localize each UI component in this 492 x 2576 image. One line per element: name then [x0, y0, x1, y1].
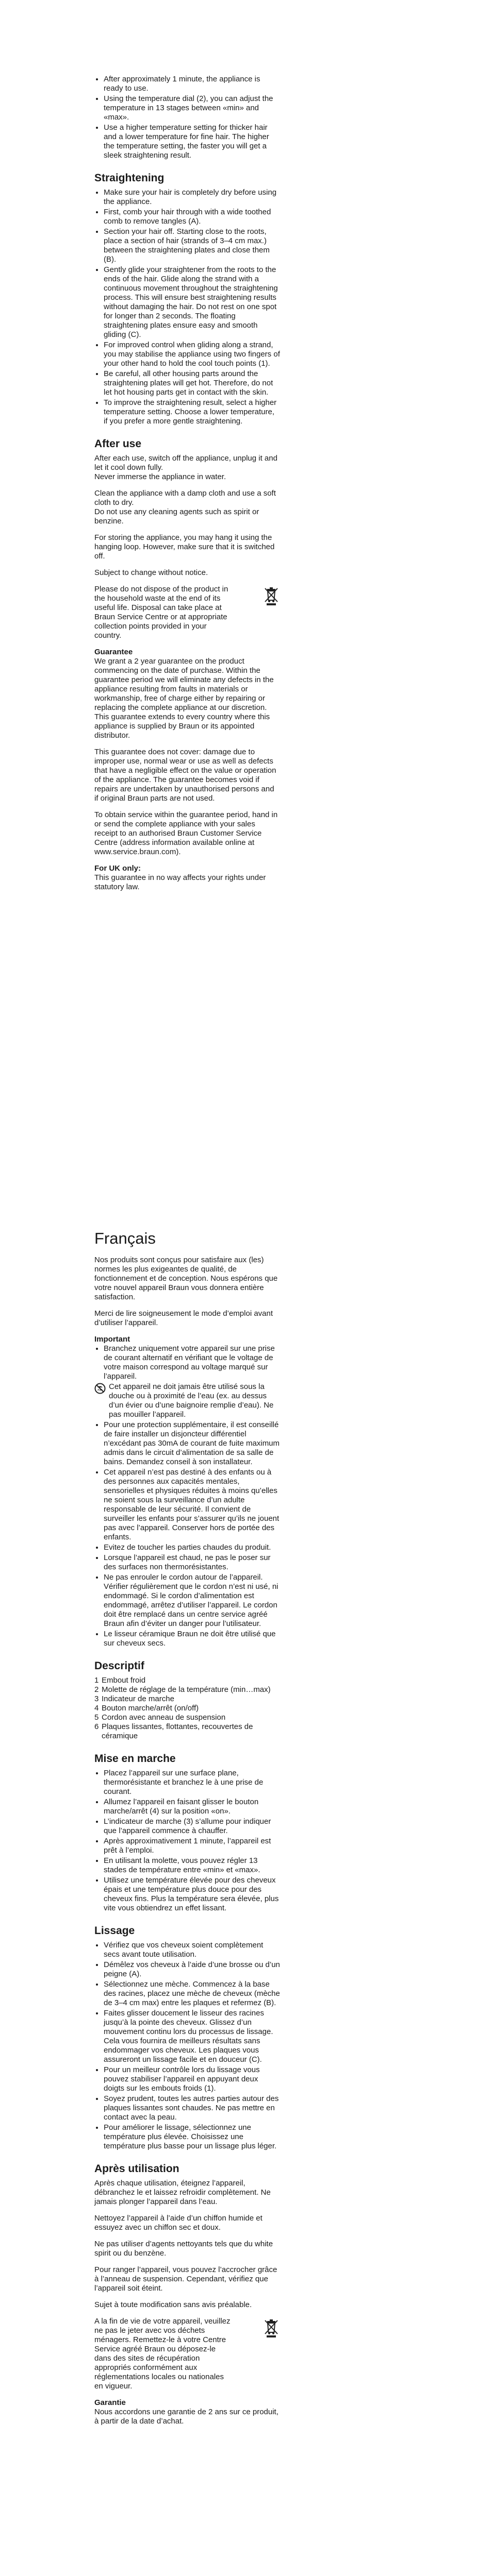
list-item: • Le lisseur céramique Braun ne doit être utilisé que sur cheveux secs.: [104, 1630, 280, 1648]
list-item: • Sélectionnez une mèche. Commencez à la base des racines, placez une mèche de cheveux (mèche de 3–4 cm max) entre les plaques et refermez (B).: [104, 1980, 280, 2008]
parts-list: [94, 1676, 280, 1741]
mise-en-marche-bullet-list: [94, 1769, 280, 1913]
list-item: • Pour un meilleur contrôle lors du lissage vous pouvez stabiliser l’appareil en appuyant deux doigts sur les embouts froids (1).: [104, 2065, 280, 2093]
straightening-bullet-list: [94, 188, 280, 426]
paragraph: After each use, switch off the appliance, unplug it and let it cool down fully. Never immerse the appliance in water.: [94, 454, 277, 481]
list-item: 5 Cordon avec anneau de suspension: [94, 1713, 226, 1722]
section-title-important: Important: [94, 1335, 130, 1344]
intro-bullet-list: [94, 75, 280, 160]
list-item: • Cet appareil n’est pas destiné à des enfants ou à des personnes aux capacités mentales, sensorielles et physiques réduites à moins qu’elles ne soient sous la surveillance d’un adulte responsable de leur sécurité. Il convient de surveiller les enfants pour s’assurer qu’ils ne jouent pas avec l’appareil. Conserver hors de portée des enfants.: [104, 1468, 280, 1542]
list-item: • Using the temperature dial (2), you can adjust the temperature in 13 stages between «min» and «max».: [104, 94, 280, 122]
paragraph: Pour ranger l’appareil, vous pouvez l’accrocher grâce à l’anneau de suspension. Cependant, vérifiez que l’appareil soit éteint.: [94, 2265, 277, 2293]
list-item: • Branchez uniquement votre appareil sur une prise de courant alternatif en vérifiant que le voltage de votre maison correspond au voltage marqué sur l’appareil.: [104, 1344, 280, 1381]
list-item: • Pour une protection supplémentaire, il est conseillé de faire installer un disjoncteur différentiel n’excédant pas 30mA de courant de fuite maximum admis dans le circuit d’alimentation de sa salle de bains. Demandez conseil à son installateur.: [104, 1420, 280, 1467]
paragraph: Merci de lire soigneusement le mode d’emploi avant d’utiliser l’appareil.: [94, 1309, 273, 1327]
paragraph: Ne pas utiliser d’agents nettoyants tels que du white spirit ou du benzène.: [94, 2240, 273, 2258]
uk-only-text: This guarantee in no way affects your rights under statutory law.: [94, 873, 266, 891]
disposal-text: A la fin de vie de votre appareil, veuillez ne pas le jeter avec vos déchets ménagers. Remettez-le à votre Centre Service agréé Braun ou déposez-le dans des sites de récupération appropriés conformément aux réglementations locales ou nationales en vigueur.: [94, 2317, 231, 2391]
list-item: 4 Bouton marche/arrêt (on/off): [94, 1704, 199, 1713]
list-item: • Après approximativement 1 minute, l’appareil est prêt à l’emploi.: [104, 1837, 280, 1855]
section-title-guarantee: Guarantee: [94, 648, 133, 656]
list-item: • To improve the straightening result, select a higher temperature setting. Choose a lower temperature, if you prefer a more gentle straightening.: [104, 398, 280, 426]
section-title-descriptif: Descriptif: [94, 1660, 144, 1672]
list-item: • Use a higher temperature setting for thicker hair and a lower temperature for fine hair. The higher the temperature setting, the faster you will get a sleek straightening result.: [104, 123, 280, 160]
list-item: • Gently glide your straightener from the roots to the ends of the hair. Glide along the strand with a continuous movement throughout the straightening process. This will ensure best straightening results without damaging the hair. Do not rest on one spot for longer than 2 seconds. The floating straightening plates ensure easy and smooth gliding (C).: [104, 265, 280, 340]
list-item: 1 Embout froid: [94, 1676, 146, 1685]
section-title-mise-en-marche: Mise en marche: [94, 1753, 176, 1765]
list-item: 2 Molette de réglage de la température (min…max): [94, 1685, 271, 1694]
list-item: • Section your hair off. Starting close to the roots, place a section of hair (strands of 3–4 cm max.) between the straightening plates and close them (B).: [104, 227, 280, 264]
list-item: • En utilisant la molette, vous pouvez régler 13 stades de température entre «min» et «max».: [104, 1856, 280, 1875]
disposal-text: Please do not dispose of the product in the household waste at the end of its useful life. Disposal can take place at Braun Service Centre or at appropriate collection points provided in your country.: [94, 585, 228, 640]
list-item: • First, comb your hair through with a wide toothed comb to remove tangles (A).: [104, 208, 280, 226]
list-item: 3 Indicateur de marche: [94, 1694, 174, 1703]
english-section: [94, 75, 280, 899]
paragraph: Nous accordons une garantie de 2 ans sur ce produit, à partir de la date d’achat.: [94, 2408, 278, 2426]
list-item: • Lorsque l’appareil est chaud, ne pas le poser sur des surfaces non thermorésistantes.: [104, 1553, 280, 1572]
section-title-garantie: Garantie: [94, 2398, 126, 2407]
paragraph: For storing the appliance, you may hang it using the hanging loop. However, make sure that it is switched off.: [94, 533, 275, 561]
crossed-out-bin-icon: [263, 586, 280, 606]
paragraph: Clean the appliance with a damp cloth and use a soft cloth to dry. Do not use any cleaning agents such as spirit or benzine.: [94, 489, 276, 526]
list-item: • Soyez prudent, toutes les autres parties autour des plaques lissantes sont chaudes. Ne pas mettre en contact avec la peau.: [104, 2094, 280, 2122]
list-item: • Faites glisser doucement le lisseur des racines jusqu’à la pointe des cheveux. Glissez d’un mouvement continu lors du processus de lissage. Cela vous fournira de meilleurs résultats sans endommager vos cheveux. Les plaques vous assureront un lissage facile et en douceur (C).: [104, 2009, 280, 2064]
list-item: • Evitez de toucher les parties chaudes du produit.: [104, 1543, 280, 1552]
list-item: • Utilisez une température élevée pour des cheveux épais et une température plus douce pour des cheveux fins. Plus la température sera élevée, plus vite vous obtiendrez un effet lissant.: [104, 1876, 280, 1913]
paragraph: Nos produits sont conçus pour satisfaire aux (les) normes les plus exigeantes de qualité, de fonctionnement et de conception. Nous espérons que votre nouvel appareil Braun vous donnera entière satisfaction.: [94, 1256, 278, 1301]
french-section: [94, 1229, 280, 2433]
list-item: • Placez l’appareil sur une surface plane, thermorésistante et branchez le à une prise de courant.: [104, 1769, 280, 1797]
paragraph: We grant a 2 year guarantee on the product commencing on the date of purchase. Within the guarantee period we will eliminate any defects in the appliance resulting from faults in materials or workmanship, free of charge either by repairing or replacing the complete appliance at our discretion. This guarantee extends to every country where this appliance is supplied by Braun or its appointed distributor.: [94, 657, 274, 740]
important-bullet-list: [94, 1344, 280, 1648]
paragraph: Nettoyez l’appareil à l’aide d’un chiffon humide et essuyez avec un chiffon sec et doux.: [94, 2214, 263, 2232]
section-title-apres-utilisation: Après utilisation: [94, 2163, 179, 2175]
section-title-after-use: After use: [94, 438, 142, 450]
paragraph: Après chaque utilisation, éteignez l’appareil, débranchez le et laissez refroidir complètement. Ne jamais plonger l’appareil dans l’eau.: [94, 2179, 271, 2206]
list-item: • For improved control when gliding along a strand, you may stabilise the appliance using two fingers of your other hand to hold the cool touch points (1).: [104, 341, 280, 368]
list-item: • Pour améliorer le lissage, sélectionnez une température plus élevée. Choisissez une température plus basse pour un lissage plus léger.: [104, 2123, 280, 2151]
list-item: • After approximately 1 minute, the appliance is ready to use.: [104, 75, 280, 93]
list-item: • Démêlez vos cheveux à l’aide d’une brosse ou d’un peigne (A).: [104, 1960, 280, 1979]
list-item: • L’indicateur de marche (3) s’allume pour indiquer que l’appareil commence à chauffer.: [104, 1817, 280, 1836]
list-item: • Make sure your hair is completely dry before using the appliance.: [104, 188, 280, 207]
uk-only-title: For UK only:: [94, 864, 141, 873]
disposal-block: [94, 2317, 280, 2391]
disposal-block: [94, 585, 280, 640]
warning-text: Cet appareil ne doit jamais être utilisé sous la douche ou à proximité de l’eau (ex. au dessus d’un évier ou d’une baignoire remplie d’eau). Ne pas mouiller l’appareil.: [109, 1382, 274, 1419]
warning-item: [94, 1382, 280, 1419]
no-shower-warning-icon: [94, 1383, 106, 1394]
list-item: • Be careful, all other housing parts around the straightening plates will get hot. Therefore, do not let hot housing parts get in contact with the skin.: [104, 369, 280, 397]
lissage-bullet-list: [94, 1941, 280, 2151]
crossed-out-bin-icon: [263, 2318, 280, 2338]
list-item: 6 Plaques lissantes, flottantes, recouvertes de céramique: [94, 1722, 253, 1740]
language-title: Français: [94, 1229, 156, 1247]
paragraph: Sujet à toute modification sans avis préalable.: [94, 2300, 252, 2309]
list-item: • Ne pas enrouler le cordon autour de l’appareil. Vérifier régulièrement que le cordon n’est ni usé, ni endommagé. Si le cordon d’alimentation est endommagé, arrêtez d’utiliser l’appareil. Le cordon doit être remplacé dans un centre service agréé Braun afin d’éviter un danger pour l’utilisateur.: [104, 1573, 280, 1629]
paragraph: Subject to change without notice.: [94, 568, 208, 577]
paragraph: This guarantee does not cover: damage due to improper use, normal wear or use as well as defects that have a negligible effect on the value or operation of the appliance. The guarantee becomes void if repairs are undertaken by unauthorised persons and if original Braun parts are not used.: [94, 748, 276, 803]
list-item: • Vérifiez que vos cheveux soient complètement secs avant toute utilisation.: [104, 1941, 280, 1959]
list-item: • Allumez l’appareil en faisant glisser le bouton marche/arrêt (4) sur la position «on».: [104, 1798, 280, 1816]
section-title-straightening: Straightening: [94, 172, 165, 184]
paragraph: To obtain service within the guarantee period, hand in or send the complete appliance with your sales receipt to an authorised Braun Customer Service Centre (address information available online at www.service.braun.com).: [94, 810, 278, 856]
section-title-lissage: Lissage: [94, 1925, 135, 1937]
